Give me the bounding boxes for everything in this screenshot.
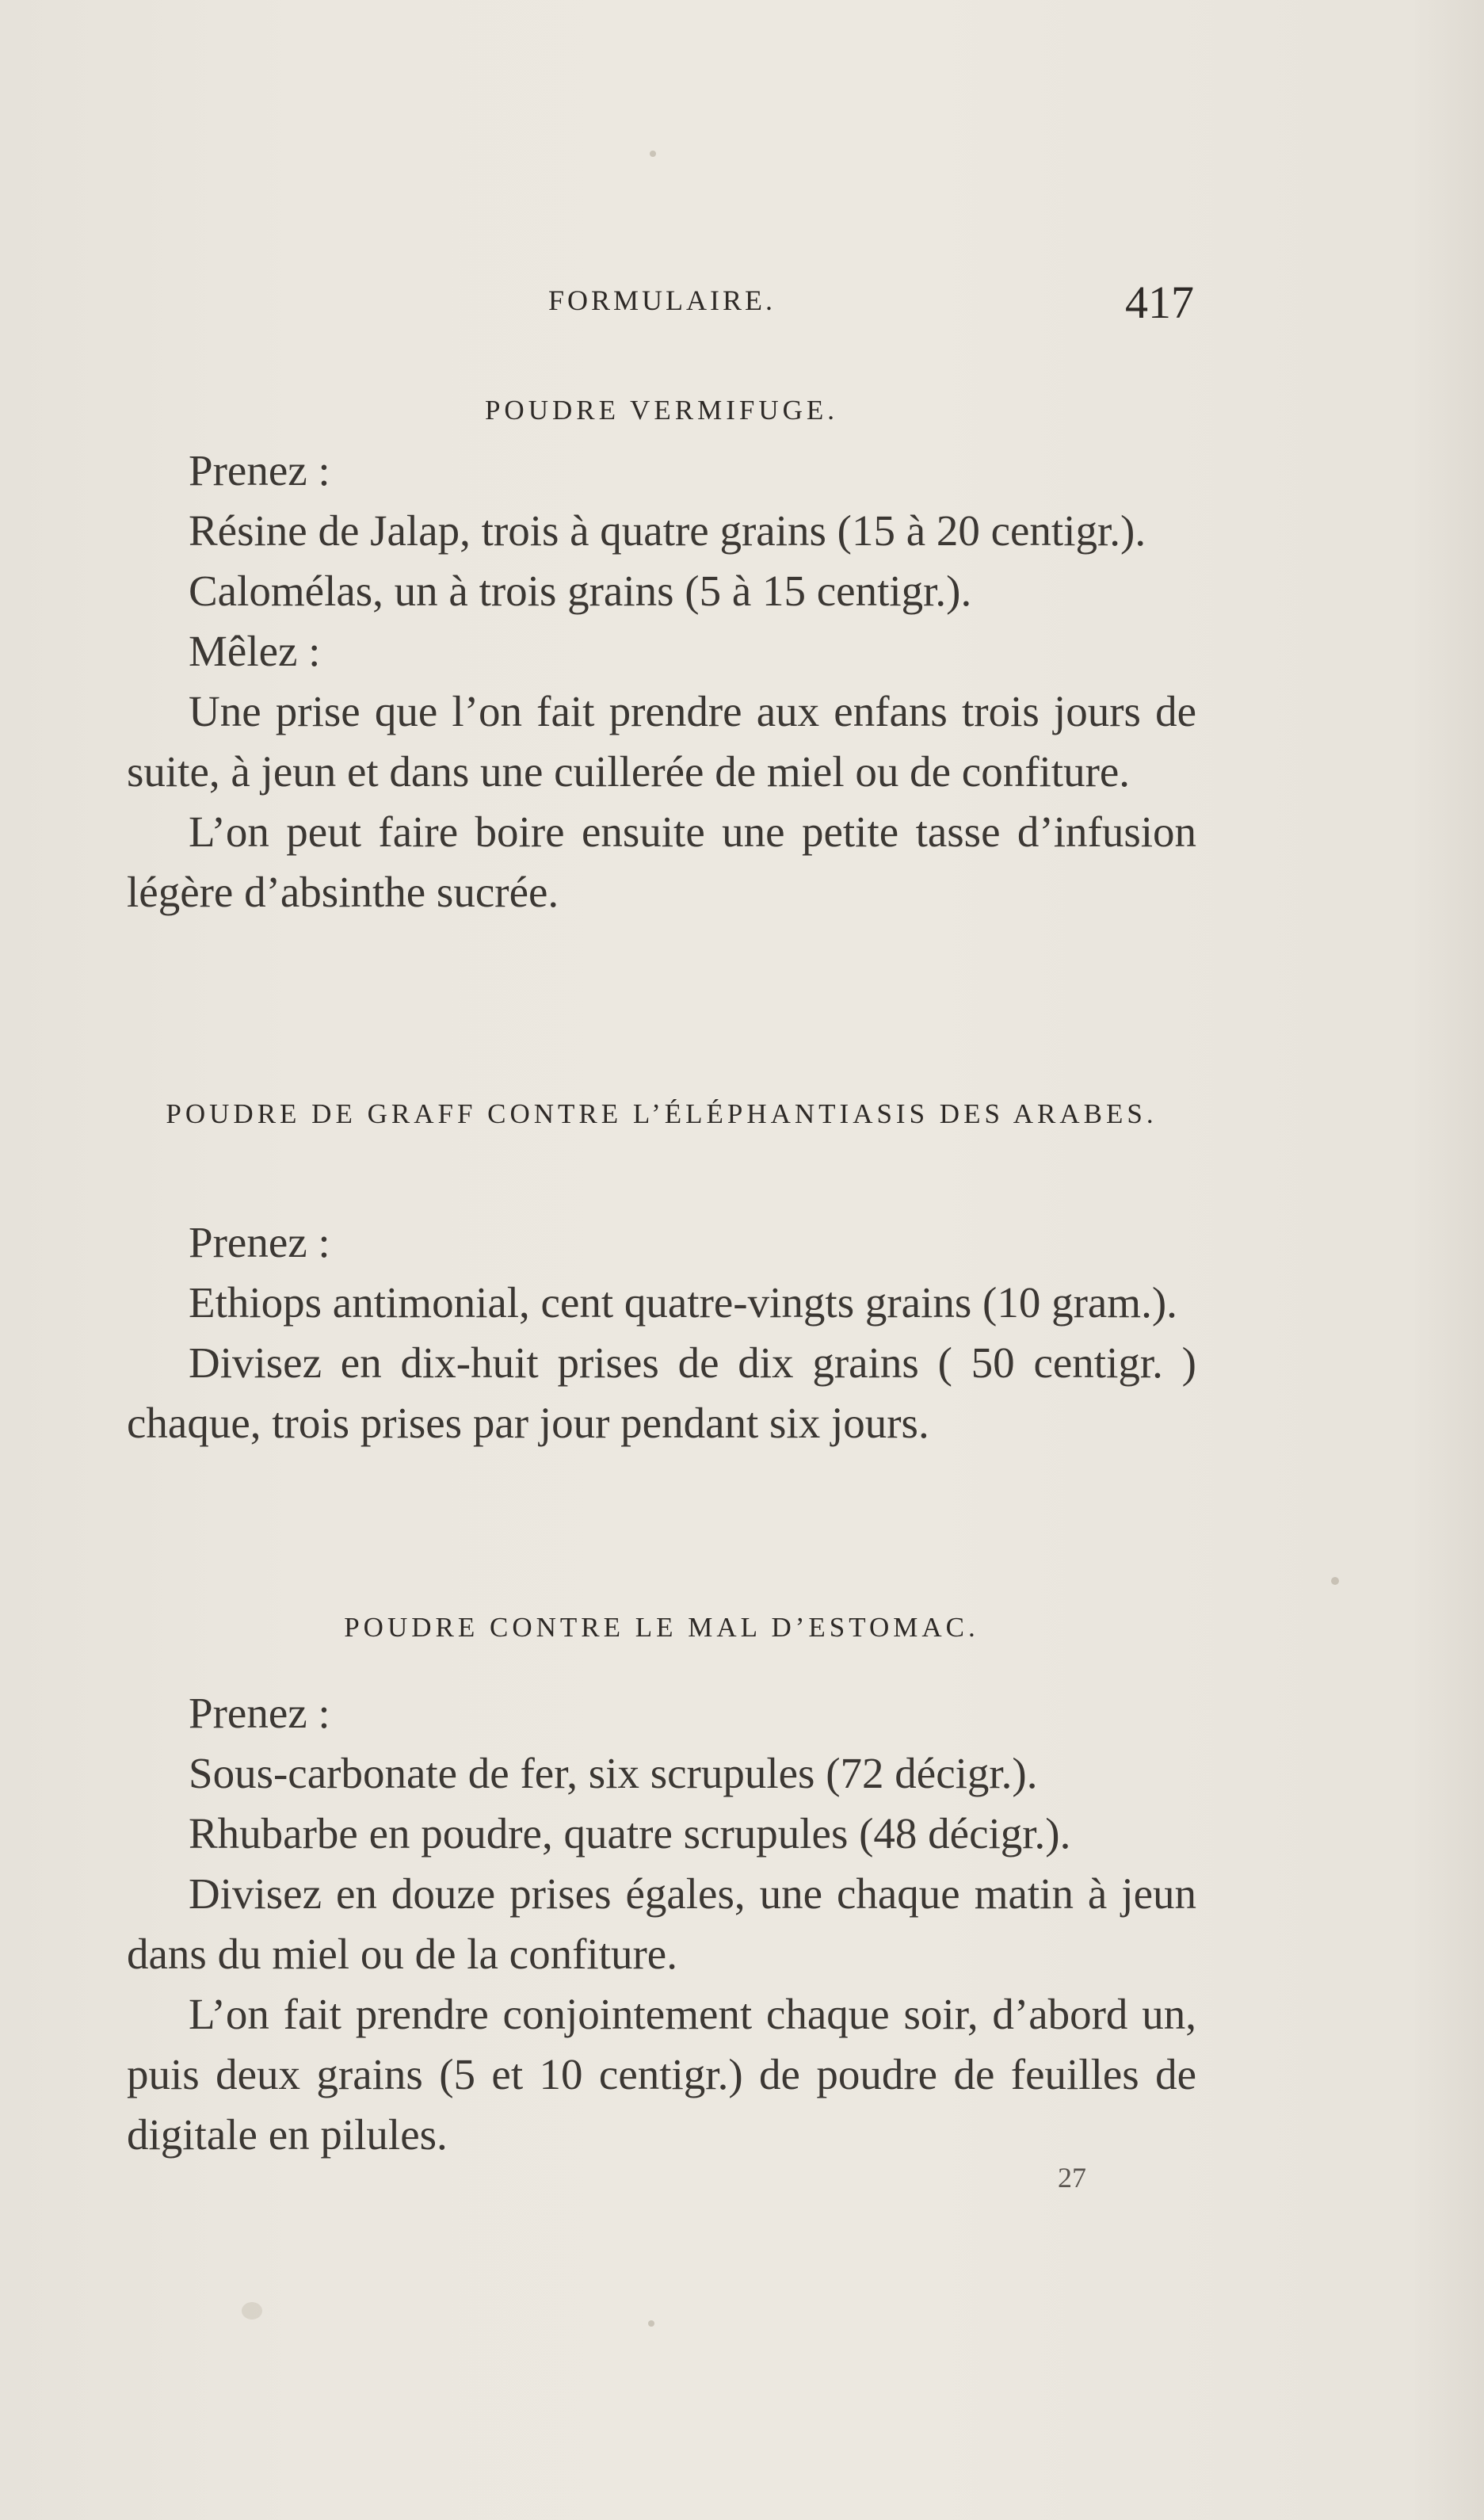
section-body-poudre-de-graff: [127, 1212, 1196, 1453]
paragraph: Sous-carbonate de fer, six scrupules (72 décigr.).: [189, 1749, 1038, 1797]
page-number: 417: [1125, 277, 1194, 328]
paragraph: Prenez :: [189, 1689, 330, 1737]
paragraph: Résine de Jalap, trois à quatre grains (15 à 20 centigr.).: [189, 506, 1146, 555]
section-title-mal-d-estomac: POUDRE CONTRE LE MAL D’ESTOMAC.: [344, 1612, 979, 1643]
section-title-poudre-de-graff: POUDRE DE GRAFF CONTRE L’ÉLÉPHANTIASIS DES ARABES.: [166, 1098, 1158, 1129]
signature-mark: 27: [1058, 2162, 1086, 2194]
paper-speck: [650, 151, 656, 157]
paper-speck: [1331, 1577, 1339, 1585]
paragraph: Mêlez :: [189, 627, 321, 675]
paragraph: Divisez en douze prises égales, une chaque matin à jeun dans du miel ou de la confiture.: [127, 1869, 1196, 1978]
running-head: [0, 279, 1484, 334]
section-body-mal-d-estomac: [127, 1683, 1196, 2165]
paragraph: Divisez en dix-huit prises de dix grains ( 50 centigr. ) chaque, trois prises par jour pendant six jours.: [127, 1338, 1196, 1447]
paragraph: Prenez :: [189, 446, 330, 494]
paragraph: Ethiops antimonial, cent quatre-vingts grains (10 gram.).: [189, 1278, 1177, 1327]
paper-speck: [242, 2302, 262, 2320]
paper-speck: [648, 2320, 654, 2327]
paragraph: L’on peut faire boire ensuite une petite tasse d’infusion légère d’absinthe sucrée.: [127, 808, 1196, 916]
section-body-poudre-vermifuge: [127, 441, 1196, 922]
paragraph: Une prise que l’on fait prendre aux enfans trois jours de suite, à jeun et dans une cuillerée de miel ou de confiture.: [127, 687, 1196, 796]
paragraph: Prenez :: [189, 1218, 330, 1266]
section-title-poudre-vermifuge: POUDRE VERMIFUGE.: [484, 395, 839, 426]
paragraph: L’on fait prendre conjointement chaque soir, d’abord un, puis deux grains (5 et 10 centigr.) de poudre de feuilles de digitale en pilules.: [127, 1990, 1196, 2159]
paragraph: Calomélas, un à trois grains (5 à 15 centigr.).: [189, 567, 972, 615]
paragraph: Rhubarbe en poudre, quatre scrupules (48 décigr.).: [189, 1809, 1071, 1858]
running-title: FORMULAIRE.: [548, 284, 776, 316]
